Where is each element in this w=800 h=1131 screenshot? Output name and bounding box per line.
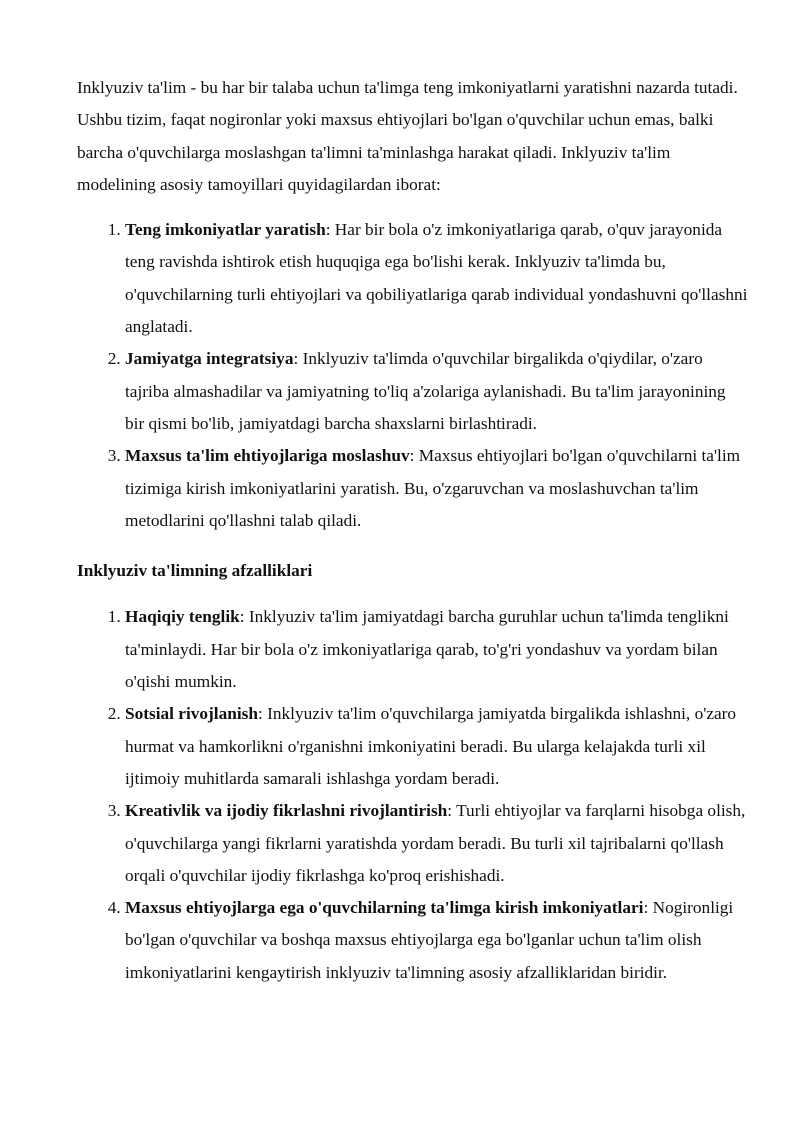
list-item bbox=[125, 214, 749, 343]
item-term: Maxsus ehtiyojlarga ega o'quvchilarning ta'limga kirish imkoniyatlari bbox=[125, 898, 644, 918]
list-item bbox=[125, 601, 749, 698]
item-term: Haqiqiy tenglik bbox=[125, 607, 240, 627]
item-text: : Maxsus ehtiyojlari bo'lgan o'quvchilarni ta'lim tizimiga kirish imkoniyatlarini yaratish. Bu, o'zgaruvchan va moslashuvchan ta'lim metodlarini qo'llashni talab qiladi. bbox=[125, 446, 741, 530]
item-text: : Nogironligi bo'lgan o'quvchilar va boshqa maxsus ehtiyojlarga ega bo'lganlar uchun ta'lim olish imkoniyatlarini kengaytirish inklyuziv ta'limning asosiy afzalliklaridan biridir. bbox=[125, 898, 734, 982]
list-item bbox=[125, 795, 749, 892]
list-item bbox=[125, 892, 749, 989]
section-heading: Inklyuziv ta'limning afzalliklari bbox=[77, 561, 313, 581]
item-term: Jamiyatga integratsiya bbox=[125, 349, 294, 369]
list-item bbox=[125, 698, 749, 795]
intro-paragraph: Inklyuziv ta'lim - bu har bir talaba uchun ta'limga teng imkoniyatlarni yaratishni nazarda tutadi. Ushbu tizim, faqat nogironlar yoki maxsus ehtiyojlari bo'lgan o'quvchilar uchun emas, balki barcha o'quvchilarga moslashgan ta'limni ta'minlashga harakat qiladi. Inklyuziv ta'lim modelining asosiy tamoyillari quyidagilardan iborat: bbox=[77, 78, 738, 194]
item-text: : Turli ehtiyojlar va farqlarni hisobga olish, o'quvchilarga yangi fikrlarni yaratishda yordam beradi. Bu turli xil tajribalarni qo'llash orqali o'quvchilar ijodiy fikrlashga ko'proq erishishadi. bbox=[125, 801, 746, 885]
advantages-list bbox=[77, 601, 749, 989]
list-item bbox=[125, 440, 749, 537]
item-term: Kreativlik va ijodiy fikrlashni rivojlantirish bbox=[125, 801, 448, 821]
document-page bbox=[77, 72, 749, 989]
item-text: : Inklyuziv ta'limda o'quvchilar birgalikda o'qiydilar, o'zaro tajriba almashadilar va jamiyatning to'liq a'zolariga aylanishadi. Bu ta'lim jarayonining bir qismi bo'lib, jamiyatdagi barcha shaxslarni birlashtiradi. bbox=[125, 349, 726, 433]
list-item bbox=[125, 343, 749, 440]
item-term: Teng imkoniyatlar yaratish bbox=[125, 220, 326, 240]
item-text: : Har bir bola o'z imkoniyatlariga qarab, o'quv jarayonida teng ravishda ishtirok etish huquqiga ega bo'lishi kerak. Inklyuziv ta'limda bu, o'quvchilarning turli ehtiyojlari va qobiliyatlariga qarab individual yondashuvni qo'llashni anglatadi. bbox=[125, 220, 748, 337]
item-term: Maxsus ta'lim ehtiyojlariga moslashuv bbox=[125, 446, 410, 466]
item-text: : Inklyuziv ta'lim o'quvchilarga jamiyatda birgalikda ishlashni, o'zaro hurmat va hamkorlikni o'rganishni imkoniyatini beradi. Bu ularga kelajakda turli xil ijtimoiy muhitlarda samarali ishlashga yordam beradi. bbox=[125, 704, 737, 788]
item-text: : Inklyuziv ta'lim jamiyatdagi barcha guruhlar uchun ta'limda tenglikni ta'minlaydi. Har bir bola o'z imkoniyatlariga qarab, to'g'ri yondashuv va yordam bilan o'qishi mumkin. bbox=[125, 607, 729, 692]
principles-list bbox=[77, 214, 749, 537]
item-term: Sotsial rivojlanish bbox=[125, 704, 258, 724]
